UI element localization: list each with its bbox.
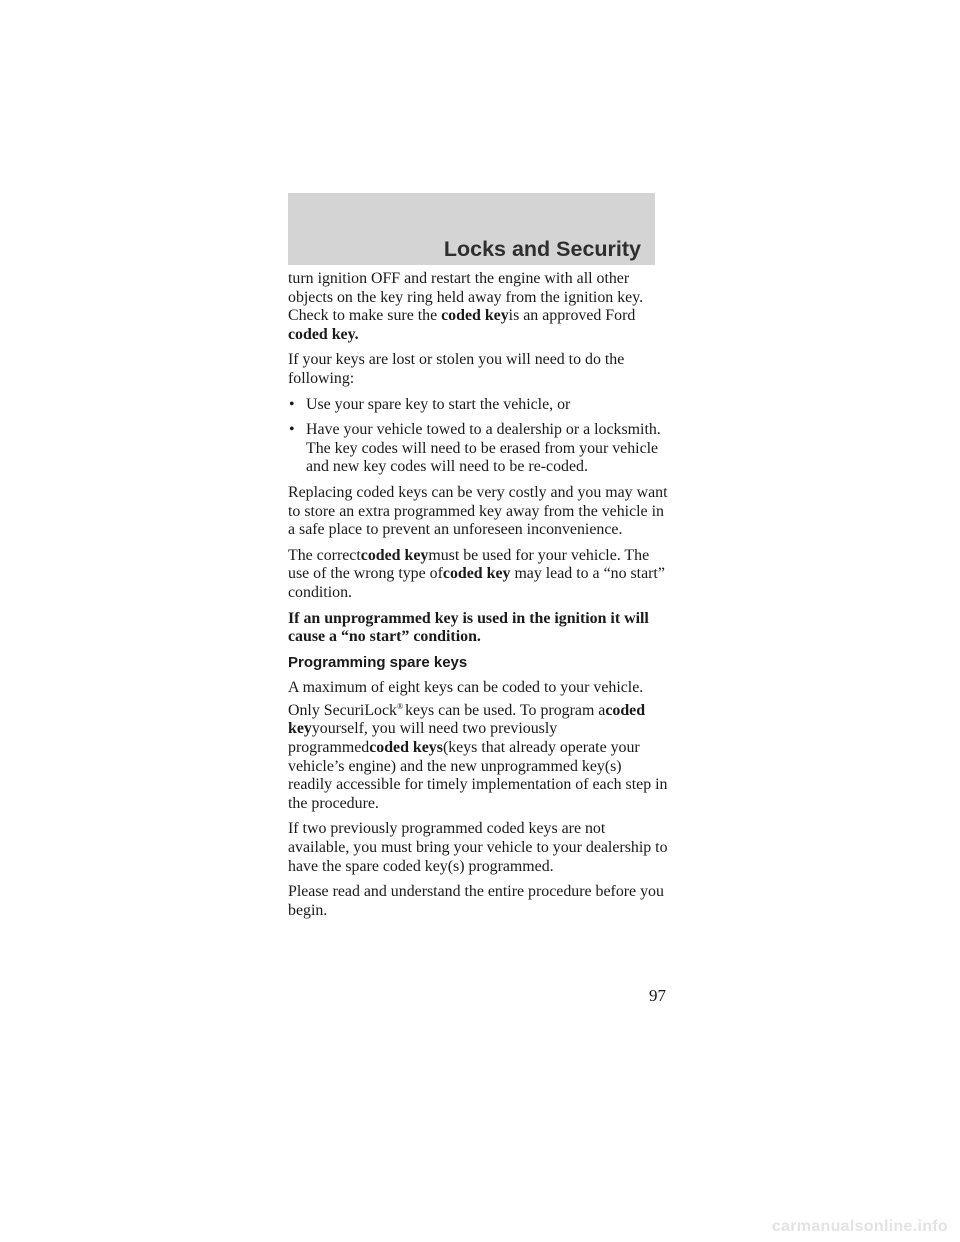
page-body (288, 270, 668, 927)
watermark: carmanualsonline.info (771, 1218, 948, 1235)
paragraph-dealership: If two previously programmed coded keys are not available, you must bring your vehicle to your dealership to have the spare coded key(s) programmed. (288, 820, 668, 875)
list-item-text: Use your spare key to start the vehicle, or (306, 395, 571, 413)
bold-term: coded keys (369, 739, 443, 757)
text: is an approved Ford (508, 307, 636, 325)
bold-term: coded key (288, 701, 646, 738)
paragraph-ignition-restart (288, 270, 668, 344)
registered-mark: ® (397, 701, 404, 711)
text: must be used for your vehicle. The use of the wrong type of (288, 546, 650, 583)
section-header (288, 193, 655, 265)
text: yourself, you will need two previously programmed (288, 720, 558, 757)
text: (keys that already operate your vehicle’s engine) and the new unprogrammed key(s) readily accessible for timely implementation of each step in the procedure. (288, 739, 668, 812)
bold-term: coded key (360, 546, 429, 564)
bold-term: coded key. (288, 325, 359, 343)
text: The correct (288, 546, 361, 564)
text: may lead to a “no start” condition. (288, 565, 665, 601)
bullet-icon: • (289, 395, 295, 413)
bold-term: coded key (441, 307, 509, 325)
section-title: Locks and Security (443, 237, 641, 261)
paragraph-read-procedure: Please read and understand the entire procedure before you begin. (288, 883, 664, 919)
list-item (288, 421, 668, 477)
bullet-icon: • (289, 421, 295, 439)
bold-warning: If an unprogrammed key is used in the ignition it will cause a “no start” condition. (288, 609, 649, 646)
bullet-list (288, 396, 668, 477)
paragraph-replacing-keys: Replacing coded keys can be very costly and you may want to store an extra programmed key away from the vehicle in a safe place to prevent an unforeseen inconvenience. (288, 483, 668, 539)
bold-term: coded key (442, 565, 511, 583)
paragraph-maximum-keys (288, 679, 668, 813)
text: keys can be used. To program a (405, 701, 606, 719)
page-number: 97 (649, 986, 666, 1005)
list-item-text: Have your vehicle towed to a dealership or a locksmith. The key codes will need to be erased from your vehicle and new key codes will need to be re-coded. (306, 421, 661, 476)
text: A maximum of eight keys can be coded to your vehicle. Only SecuriLock (288, 679, 644, 719)
paragraph-correct-key (288, 547, 668, 603)
paragraph-warning (288, 610, 668, 647)
paragraph-lost-keys: If your keys are lost or stolen you will need to do the following: (288, 351, 625, 387)
text: turn ignition OFF and restart the engine with all other objects on the key ring held away from the ignition key. Check to make sure the (288, 270, 644, 325)
subheading-programming: Programming spare keys (288, 653, 468, 671)
list-item (288, 396, 668, 415)
